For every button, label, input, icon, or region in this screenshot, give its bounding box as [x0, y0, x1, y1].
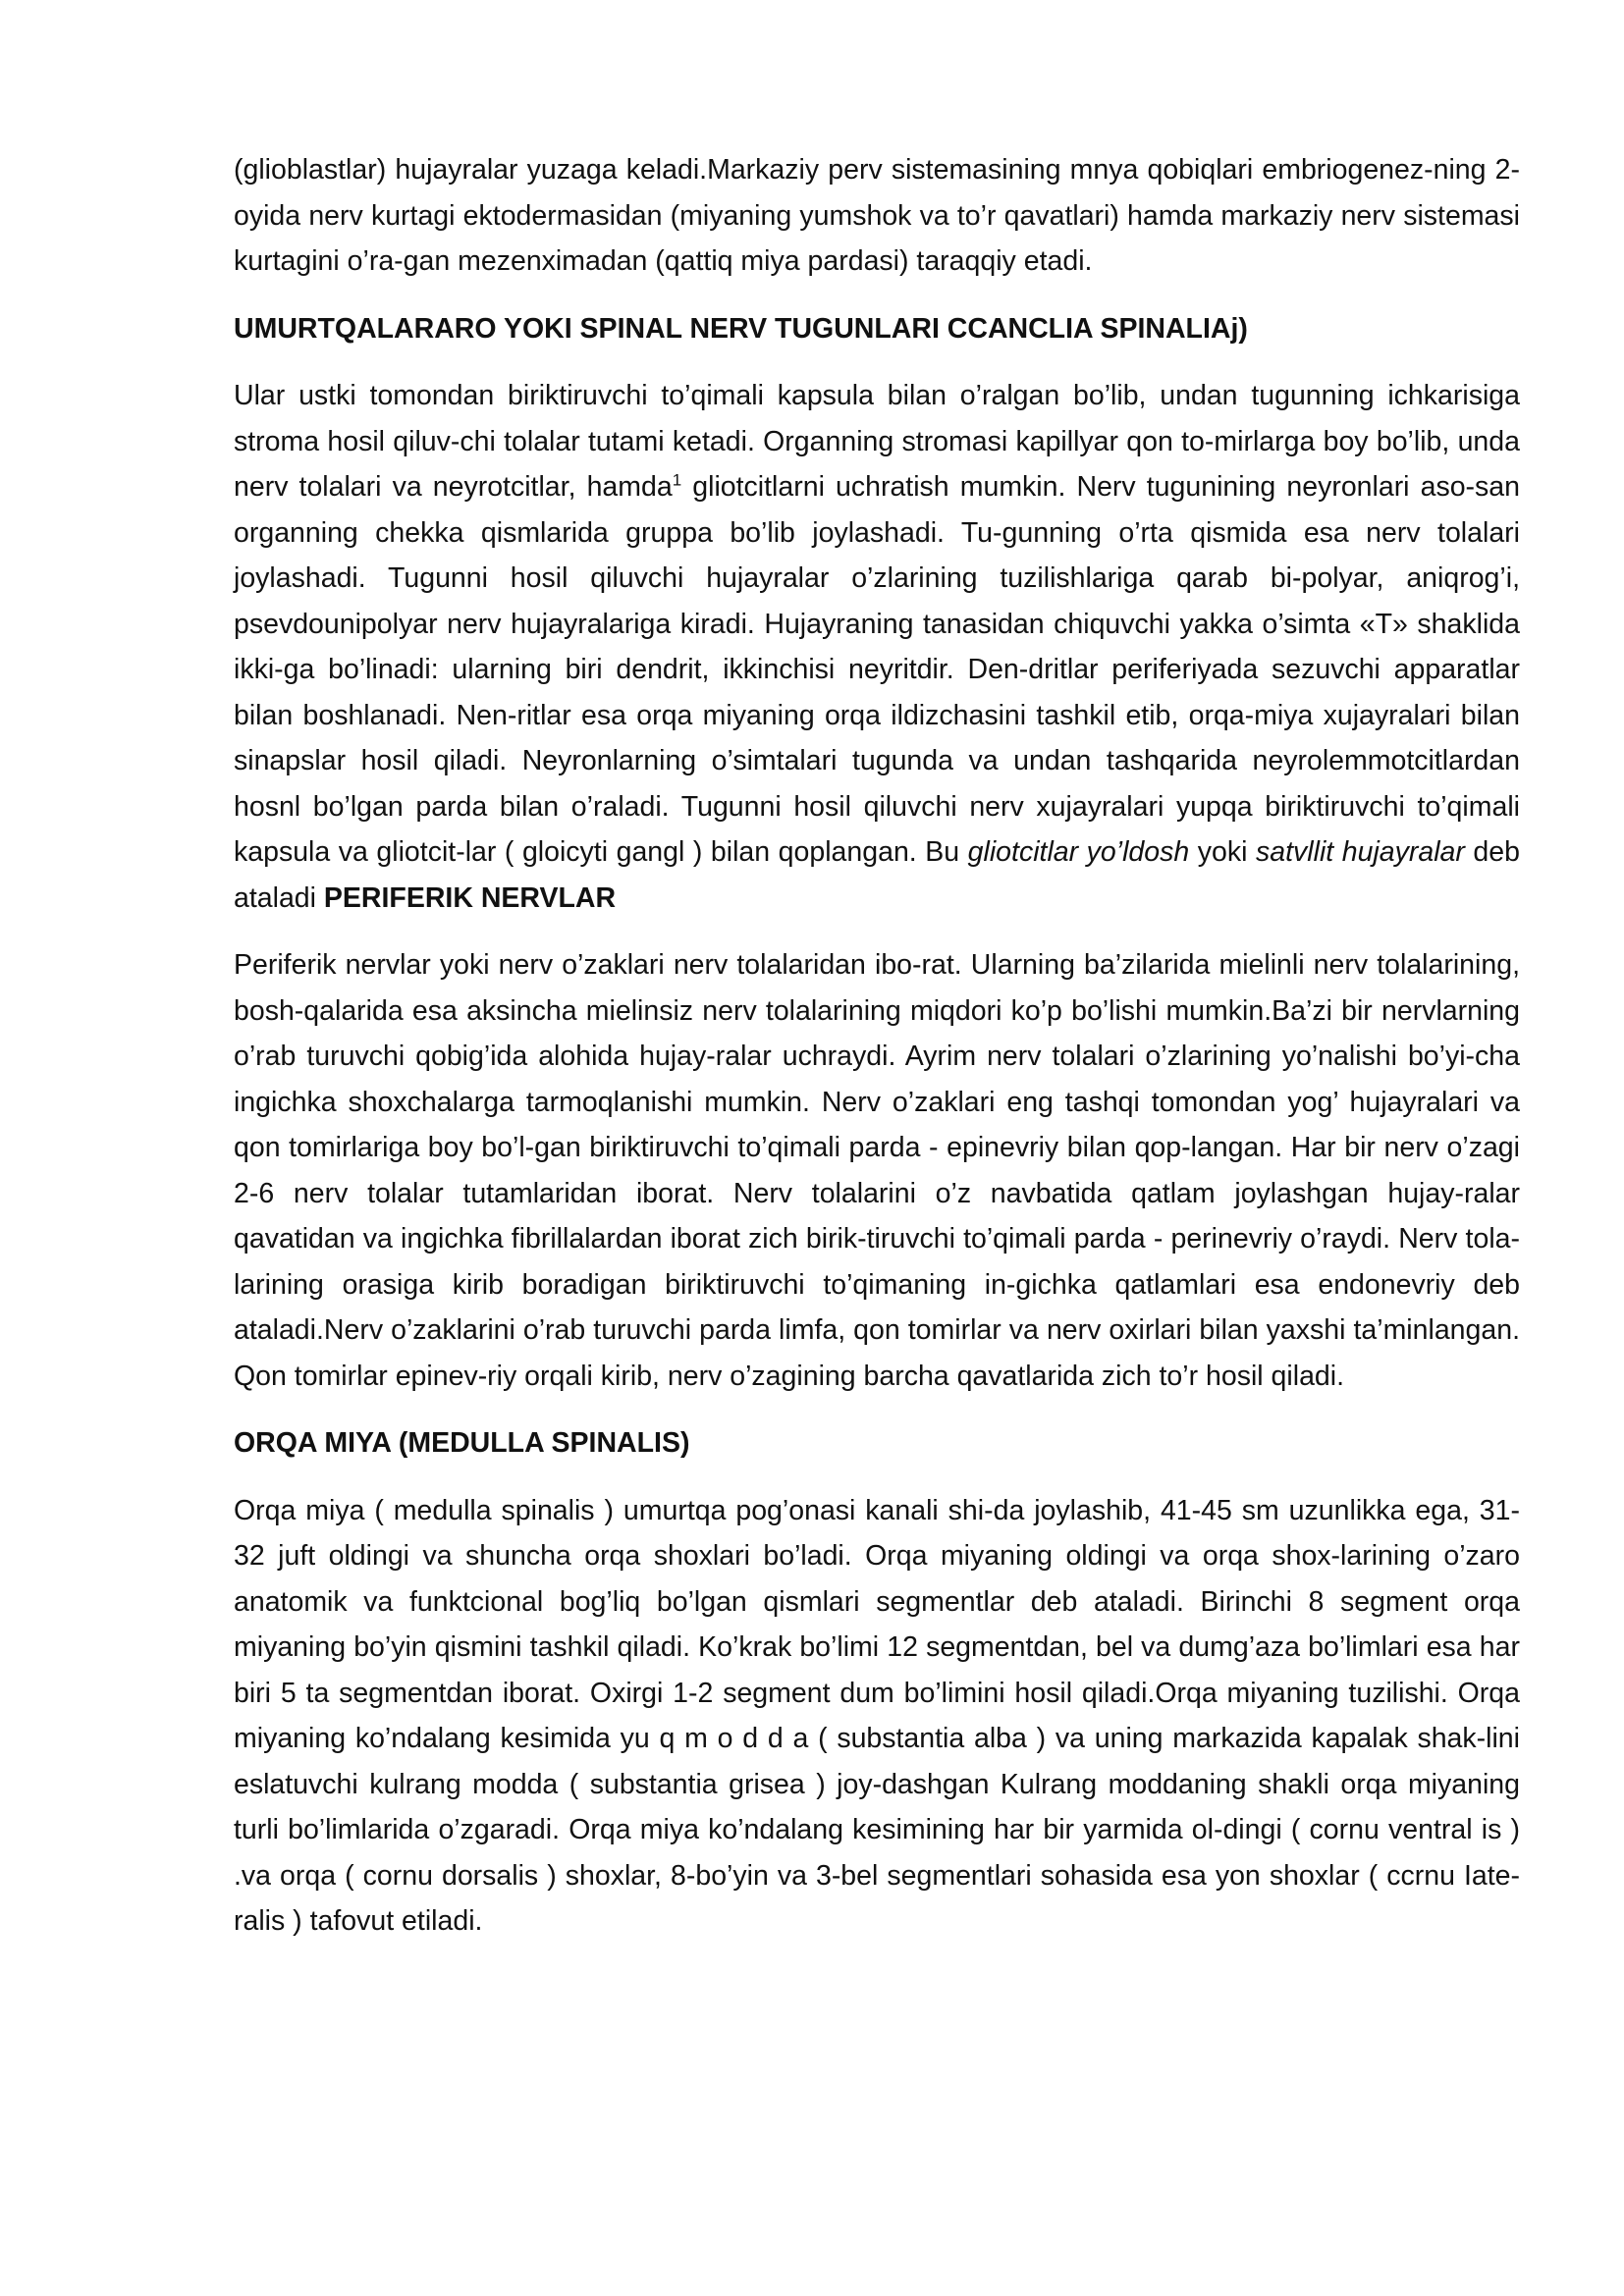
paragraph-peripheral-nerves: Periferik nervlar yoki nerv o’zaklari nerv tolalaridan ibo-rat. Ularning ba’zilarida mielinli nerv tolalarining, bosh-qalarida esa aksincha mielinsiz nerv tolalarining miqdori ko’p bo’lishi mumkin.Ba’zi bir nervlarning o’rab turuvchi qobig’ida alohida hujay-ralar uchraydi. Ayrim nerv tolalari o’zlarining yo’nalishi bo’yi-cha ingichka shoxchalarga tarmoqlanishi mumkin. Nerv o’zaklari eng tashqi tomondan yog’ hujayralari va qon tomirlariga boy bo’l-gan biriktiruvchi to’qimali parda - epinevriy bilan qop-langan. Har bir nerv o’zagi 2-6 nerv tolalar tutamlaridan iborat. Nerv tolalarini o’z navbatida qatlam joylashgan hujay-ralar qavatidan va ingichka fibrillalardan iborat zich birik-tiruvchi to’qimali parda - perinevriy o’raydi. Nerv tola-larining orasiga kirib boradigan biriktiruvchi to’qimaning in-gichka qatlamlari esa endonevriy deb ataladi.Nerv o’zaklarini o’rab turuvchi parda limfa, qon tomirlar va nerv oxirlari bilan yaxshi ta’minlangan. Qon tomirlar epinev-riy orqali kirib, nerv o’zagining barcha qavatlarida zich to’r hosil qiladi. [234, 949, 1520, 1392]
italic-term: satvllit hujayralar [1256, 836, 1465, 868]
text-segment: gliotcitlarni uchratish mumkin. Nerv tugunining neyronlari aso-san organning chekka qismlarida gruppa bo’lib joylashadi. Tu-gunning o’rta qismida esa nerv tolalari joylashadi. Tugunni hosil qiluvchi hujayralar o’zlarining tuzilishlariga qarab bi-polyar, aniqrog’i, psevdounipolyar nerv hujayralariga kiradi. Hujayraning tanasidan chiquvchi yakka o’simta «T» shaklida ikki-ga bo’linadi: ularning biri dendrit, ikkinchisi neyritdir. Den-dritlar periferiyada sezuvchi apparatlar bilan boshlanadi. Nen-ritlar esa orqa miyaning orqa ildizchasini tashkil etib, orqa-miya xujayralari bilan sinapslar hosil qiladi. Neyronlarning o’simtalari tugunda va undan tashqarida neyrolemmotcitlardan hosnl bo’lgan parda bilan o’raladi. Tugunni hosil qiluvchi nerv xujayralari yupqa biriktiruvchi to’qimali kapsula va gliotcit-lar ( gloicyti gangl ) bilan qoplangan. Bu [234, 471, 1520, 868]
document-page [234, 147, 1520, 1966]
text-segment: deb ataladi [234, 836, 1520, 914]
paragraph-spinal-ganglia [234, 373, 1520, 921]
paragraph-spinal-cord: Orqa miya ( medulla spinalis ) umurtqa pog’onasi kanali shi-da joylashib, 41-45 sm uzunlikka ega, 31-32 juft oldingi va shuncha orqa shoxlari bo’ladi. Orqa miyaning oldingi va orqa shox-larining o’zaro anatomik va funktcional bog’liq bo’lgan qismlari segmentlar deb ataladi. Birinchi 8 segment orqa miyaning bo’yin qismini tashkil qiladi. Ko’krak bo’limi 12 segmentdan, bel va dumg’aza bo’limlari esa har biri 5 ta segmentdan iborat. Oxirgi 1-2 segment dum bo’limini hosil qiladi.Orqa miyaning tuzilishi. Orqa miyaning ko’ndalang kesimida yu q m o d d a ( substantia alba ) va uning markazida kapalak shak-lini eslatuvchi kulrang modda ( substantia grisea ) joy-dashgan Kulrang moddaning shakli orqa miyaning turli bo’limlarida o’zgaradi. Orqa miya ko’ndalang kesimining har bir yarmida ol-dingi ( cornu ventral is ) .va orqa ( cornu dorsalis ) shoxlar, 8-bo’yin va 3-bel segmentlari sohasida esa yon shoxlar ( ccrnu Iate-ralis ) tafovut etiladi. [234, 1494, 1520, 1937]
footnote-marker: 1 [672, 470, 682, 490]
heading-peripheral-nerves: PERIFERIK NERVLAR [323, 881, 617, 914]
heading-spinal-cord: ORQA MIYA (MEDULLA SPINALIS) [234, 1427, 690, 1459]
text-segment: yoki [1189, 836, 1257, 868]
paragraph-intro: (glioblastlar) hujayralar yuzaga keladi.Markaziy perv sistemasining mnya qobiqlari embriogenez-ning 2-oyida nerv kurtagi ektodermasidan (miyaning yumshok va to’r qavatlari) hamda markaziy nerv sistemasi kurtagini o’ra-gan mezenximadan (qattiq miya pardasi) taraqqiy etadi. [234, 154, 1520, 277]
italic-term: gliotcitlar yo’ldosh [967, 836, 1190, 868]
text-segment: Ular ustki tomondan biriktiruvchi to’qimali kapsula bilan o’ralgan bo’lib, undan tugunning ichkarisiga stroma hosil qiluv-chi tolalar tutami ketadi. Organning stromasi kapillyar qon to-mirlarga boy bo’lib, unda nerv tolalari va neyrotcitlar, hamda [234, 380, 1520, 503]
heading-spinal-ganglia: UMURTQALARARO YOKI SPINAL NERV TUGUNLARI CCANCLIA SPINALIAj) [234, 312, 1248, 345]
